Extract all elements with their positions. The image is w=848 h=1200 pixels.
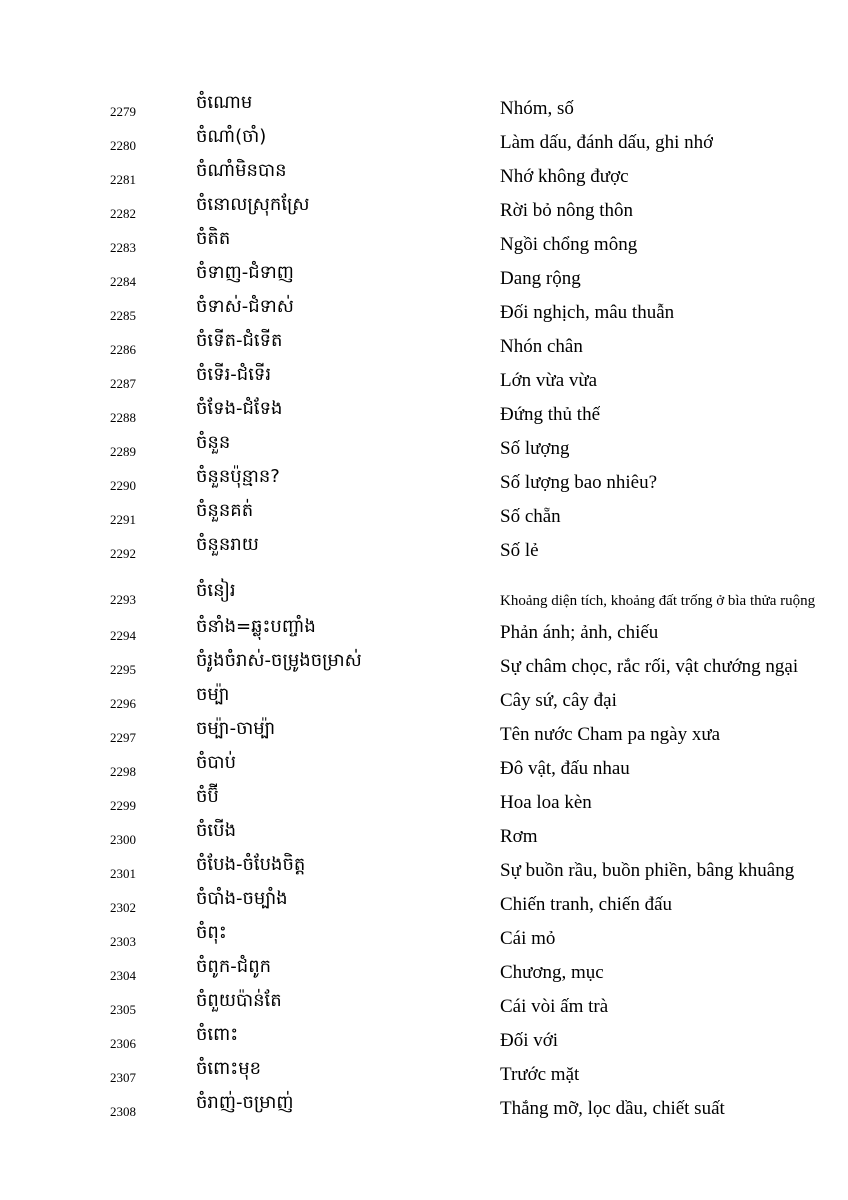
- entry-row: [0, 92, 848, 126]
- vietnamese-meaning: Sự buồn rầu, buồn phiền, bâng khuâng: [500, 860, 795, 881]
- entry-number: 2307: [110, 1070, 136, 1085]
- entry-row: [0, 956, 848, 990]
- entry-number: 2290: [110, 478, 136, 493]
- entry-row: [0, 126, 848, 160]
- entry-row: [0, 1058, 848, 1092]
- entry-number: 2298: [110, 764, 136, 779]
- khmer-term: ចំទាញ-ជំទាញ: [196, 262, 294, 283]
- khmer-term: ចំនៀរ: [196, 580, 236, 601]
- khmer-term: ចំទែង-ជំទែង: [196, 398, 283, 419]
- vietnamese-meaning: Cây sứ, cây đại: [500, 690, 617, 711]
- entry-number: 2296: [110, 696, 136, 711]
- khmer-term: ចំពោះ: [196, 1024, 239, 1045]
- khmer-term: ចំបែង-ចំបែងចិត្ត: [196, 854, 306, 875]
- entry-number: 2302: [110, 900, 136, 915]
- vietnamese-meaning: Rơm: [500, 826, 538, 847]
- khmer-term: ចំពុះ: [196, 922, 227, 943]
- entry-row: [0, 466, 848, 500]
- vietnamese-meaning: Đối với: [500, 1030, 559, 1051]
- khmer-term: ចំតិត: [196, 228, 231, 249]
- entry-number: 2301: [110, 866, 136, 881]
- vietnamese-meaning: Chiến tranh, chiến đấu: [500, 894, 673, 915]
- khmer-term: ចំនួនរាយ: [196, 534, 259, 555]
- khmer-term: ចំទើរ-ជំទើរ: [196, 364, 272, 385]
- entry-number: 2284: [110, 274, 136, 289]
- vietnamese-meaning: Tên nước Cham pa ngày xưa: [500, 724, 721, 745]
- vietnamese-meaning: Cái vòi ấm trà: [500, 996, 609, 1017]
- vietnamese-meaning: Cái mỏ: [500, 928, 556, 949]
- khmer-term: ចំរាញ់-ចម្រាញ់: [196, 1092, 294, 1113]
- entry-row: [0, 888, 848, 922]
- vietnamese-meaning: Sự châm chọc, rắc rối, vật chướng ngại: [500, 656, 799, 677]
- khmer-term: ចំទាស់-ជំទាស់: [196, 296, 294, 317]
- entry-number: 2304: [110, 968, 136, 983]
- vietnamese-meaning: Số chẵn: [500, 506, 561, 527]
- entry-number: 2300: [110, 832, 136, 847]
- entry-row: [0, 718, 848, 752]
- entry-row: [0, 194, 848, 228]
- khmer-term: ចំទើត-ជំទើត: [196, 330, 283, 351]
- vietnamese-meaning: Đứng thủ thế: [500, 404, 601, 425]
- khmer-term: ចំបើង: [196, 820, 236, 841]
- vietnamese-meaning: Rời bỏ nông thôn: [500, 200, 634, 221]
- entry-number: 2295: [110, 662, 136, 677]
- entry-number: 2288: [110, 410, 136, 425]
- entry-number: 2293: [110, 592, 136, 607]
- entry-row: [0, 534, 848, 568]
- entry-number: 2297: [110, 730, 136, 745]
- entry-row: [0, 1024, 848, 1058]
- entry-row: [0, 990, 848, 1024]
- entry-row: [0, 296, 848, 330]
- khmer-term: ចំបាប់: [196, 752, 236, 773]
- vietnamese-meaning: Nhóm, số: [500, 98, 574, 119]
- entry-row: [0, 616, 848, 650]
- vietnamese-meaning: Nhớ không được: [500, 166, 629, 187]
- khmer-term: ចំរូងចំរាស់-ចម្រូងចម្រាស់: [196, 650, 362, 671]
- entry-number: 2282: [110, 206, 136, 221]
- entry-number: 2294: [110, 628, 136, 643]
- entry-number: 2291: [110, 512, 136, 527]
- khmer-term: ចំពូក-ជំពូក: [196, 956, 272, 977]
- khmer-term: ចំនួនប៉ុន្មាន?: [196, 466, 280, 487]
- khmer-term: ចំណាំ(ចាំ): [196, 126, 267, 147]
- entry-row: [0, 500, 848, 534]
- entry-row: [0, 580, 848, 614]
- khmer-term: ចំពោះមុខ: [196, 1058, 262, 1079]
- khmer-term: ចំនួនគត់: [196, 500, 254, 521]
- entry-row: [0, 922, 848, 956]
- entry-row: [0, 330, 848, 364]
- entry-row: [0, 820, 848, 854]
- vietnamese-meaning: Đối nghịch, mâu thuẫn: [500, 302, 675, 323]
- khmer-term: ចម្ប៉ា: [196, 684, 230, 705]
- entry-row: [0, 228, 848, 262]
- entry-number: 2286: [110, 342, 136, 357]
- vietnamese-meaning: Nhón chân: [500, 336, 583, 357]
- vietnamese-meaning: Trước mặt: [500, 1064, 580, 1085]
- entry-number: 2280: [110, 138, 136, 153]
- entry-number: 2306: [110, 1036, 136, 1051]
- vietnamese-meaning: Làm dấu, đánh dấu, ghi nhớ: [500, 132, 714, 153]
- vietnamese-meaning: Đô vật, đấu nhau: [500, 758, 630, 779]
- vietnamese-meaning: Dang rộng: [500, 268, 581, 289]
- vietnamese-meaning: Chương, mục: [500, 962, 604, 983]
- khmer-term: ចំនោលស្រុកស្រែ: [196, 194, 310, 215]
- entry-number: 2283: [110, 240, 136, 255]
- entry-number: 2287: [110, 376, 136, 391]
- entry-row: [0, 854, 848, 888]
- vietnamese-meaning: Ngồi chổng mông: [500, 234, 638, 255]
- vietnamese-meaning: Số lượng bao nhiêu?: [500, 472, 658, 493]
- khmer-term: ចំពួយប៉ាន់តែ: [196, 990, 282, 1011]
- entry-row: [0, 752, 848, 786]
- entry-row: [0, 684, 848, 718]
- entry-row: [0, 160, 848, 194]
- entry-number: 2305: [110, 1002, 136, 1017]
- entry-row: [0, 786, 848, 820]
- vietnamese-meaning: Thắng mỡ, lọc dầu, chiết suất: [500, 1098, 725, 1119]
- vietnamese-meaning: Số lượng: [500, 438, 570, 459]
- entry-row: [0, 1092, 848, 1126]
- entry-number: 2299: [110, 798, 136, 813]
- entry-number: 2303: [110, 934, 136, 949]
- entry-number: 2289: [110, 444, 136, 459]
- vietnamese-meaning: Hoa loa kèn: [500, 792, 592, 813]
- entry-number: 2285: [110, 308, 136, 323]
- entry-number: 2279: [110, 104, 136, 119]
- entry-number: 2281: [110, 172, 136, 187]
- entry-row: [0, 650, 848, 684]
- vietnamese-meaning: Khoảng diện tích, khoảng đất trống ở bìa thửa ruộng: [500, 593, 816, 609]
- entry-row: [0, 432, 848, 466]
- entry-row: [0, 364, 848, 398]
- vietnamese-meaning: Phản ánh; ảnh, chiếu: [500, 622, 659, 643]
- entry-number: 2308: [110, 1104, 136, 1119]
- khmer-term: ចំណោម: [196, 92, 253, 113]
- khmer-term: ចម្ប៉ា-ចាម្ប៉ា: [196, 718, 276, 739]
- khmer-term: ចំប៊ី: [196, 786, 219, 807]
- entry-number: 2292: [110, 546, 136, 561]
- entry-row: [0, 262, 848, 296]
- vietnamese-meaning: Số lẻ: [500, 540, 539, 561]
- khmer-term: ចំបាំង-ចម្បាំង: [196, 888, 288, 909]
- khmer-term: ចំនាំង=ឆ្លុះបញ្ចាំង: [196, 616, 316, 637]
- vietnamese-meaning: Lớn vừa vừa: [500, 370, 598, 391]
- entry-row: [0, 398, 848, 432]
- khmer-term: ចំនួន: [196, 432, 231, 453]
- khmer-term: ចំណាំមិនបាន: [196, 160, 287, 181]
